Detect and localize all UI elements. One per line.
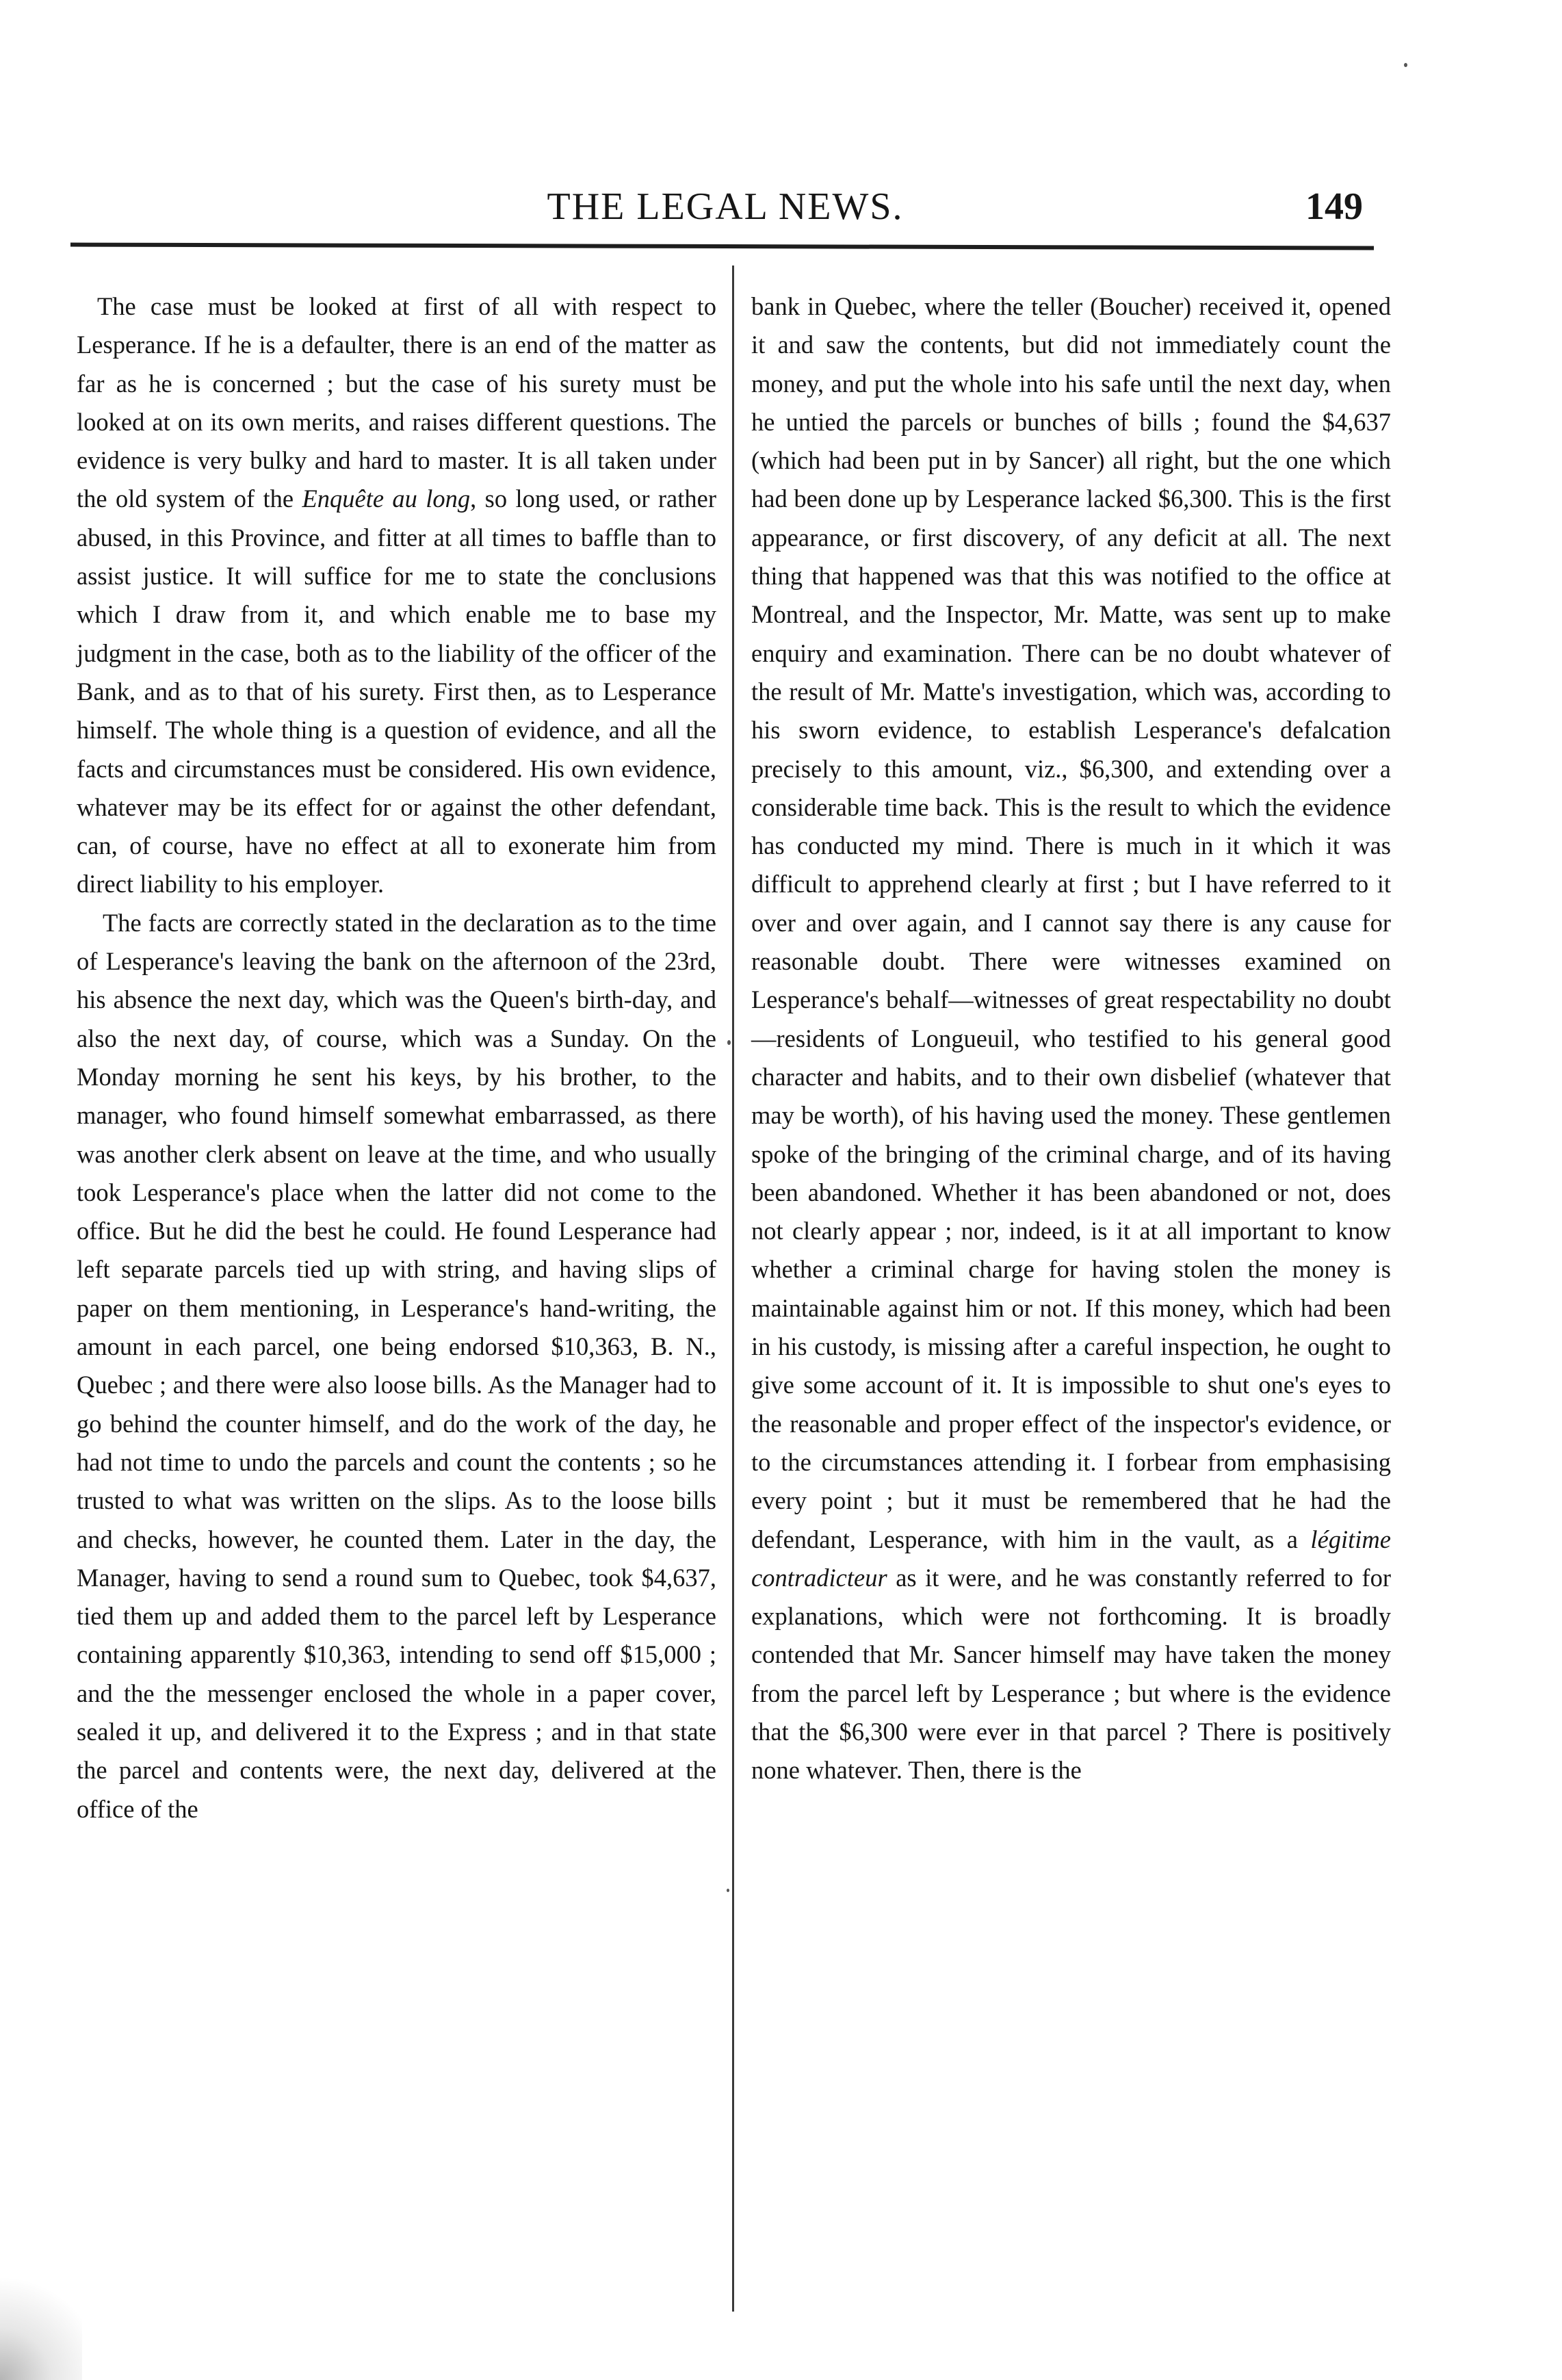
paragraph: bank in Quebec, where the teller (Boucher) received it, opened it and saw the contents, but did not immediately count the money, and put the whole into his safe until the next day, when he untied the parcels or bunches of bills ; found the $4,637 (which had been put in by Sancer) all right, but the one which had been done up by Lesperance lacked $6,300. This is the first appearance, or first discovery, of any deficit at all. The next thing that happened was that this was notified to the office at Montreal, and the Inspector, Mr. Matte, was sent up to make enquiry and examination. There can be no doubt whatever of the result of Mr. Matte's investigation, which was, according to his sworn evidence, to establish Lesperance's defalcation precisely to this amount, viz., $6,300, and extending over a considerable time back. This is the result to which the evidence has conducted my mind. There is much in it which it was difficult to apprehend clearly at first ; but I have referred to it over and over again, and I cannot say there is any cause for reasonable doubt. There were witnesses examined on Lesperance's behalf—witnesses of great respectability no doubt—residents of Longueuil, who testified to his general good character and habits, and to their own disbelief (whatever that may be worth), of his having used the money. These gentlemen spoke of the bringing of the criminal charge, and of its having been abandoned. Whether it has been abandoned or not, does not clearly appear ; nor, indeed, is it at all important to know whether a criminal charge for having stolen the money is maintainable against him or not. If this money, which had been in his custody, is missing after a careful inspection, he ought to give some account of it. It is impossible to shut one's eyes to the reasonable and proper effect of the inspector's evidence, or to the circumstances attending it. I forbear from emphasising every point ; but it must be remembered that he had the defendant, Lesperance, with him in the vault, as a légitime contradicteur as it were, and he was constantly referred to for explanations, which were not forthcoming. It is broadly contended that Mr. Sancer himself may have taken the money from the parcel left by Lesperance ; but where is the evidence that the $6,300 were ever in that parcel ? There is positively none whatever. Then, there is the [751, 292, 1391, 1785]
page-title: THE LEGAL NEWS. [547, 185, 904, 228]
ink-speck [727, 1889, 729, 1892]
column-divider [732, 266, 734, 2312]
header-rule [70, 243, 1374, 250]
ink-speck [1404, 63, 1407, 67]
page-number: 149 [1305, 185, 1363, 228]
paragraph: The facts are correctly stated in the declaration as to the time of Lesperance's leaving the bank on the afternoon of the 23rd, his absence the next day, which was the Queen's birth-day, and also the next day, of course, which was a Sunday. On the Monday morning he sent his keys, by his brother, to the manager, who found himself somewhat embarrassed, as there was another clerk absent on leave at the time, and who usually took Lesperance's place when the latter did not come to the office. But he did the best he could. He found Lesperance had left separate parcels tied up with string, and having slips of paper on them mentioning, in Lesperance's hand-writing, the amount in each parcel, one being endorsed $10,363, B. N., Quebec ; and there were also loose bills. As the Manager had to go behind the counter himself, and do the work of the day, he had not time to undo the parcels and count the contents ; so he trusted to what was written on the slips. As to the loose bills and checks, however, he counted them. Later in the day, the Manager, having to send a round sum to Quebec, took $4,637, tied them up and added them to the parcel left by Lesperance containing apparently $10,363, intending to send off $15,000 ; and the the messenger enclosed the whole in a paper cover, sealed it up, and delivered it to the Express ; and in that state the parcel and contents were, the next day, delivered at the office of the [77, 908, 716, 1823]
left-column [77, 287, 716, 1828]
italic-term: Enquête au long [302, 484, 471, 513]
page-corner-noise [0, 2258, 82, 2380]
right-column [751, 287, 1391, 1790]
running-head [75, 179, 1375, 234]
italic-term: légitime contradicteur [751, 1525, 1391, 1592]
paragraph: The case must be looked at first of all with respect to Lesperance. If he is a defaulter, there is an end of the matter as far as he is concerned ; but the case of his surety must be looked at on its own merits, and raises different questions. The evidence is very bulky and hard to master. It is all taken under the old system of the Enquête au long, so long used, or rather abused, in this Province, and fitter at all times to baffle than to assist justice. It will suffice for me to state the conclusions which I draw from it, and which enable me to base my judgment in the case, both as to the liability of the officer of the Bank, and as to that of his surety. First then, as to Lesperance himself. The whole thing is a question of evidence, and all the facts and circumstances must be considered. His own evidence, whatever may be its effect for or against the other defendant, can, of course, have no effect at all to exonerate him from direct liability to his employer. [77, 292, 717, 898]
ink-speck [727, 1040, 731, 1045]
